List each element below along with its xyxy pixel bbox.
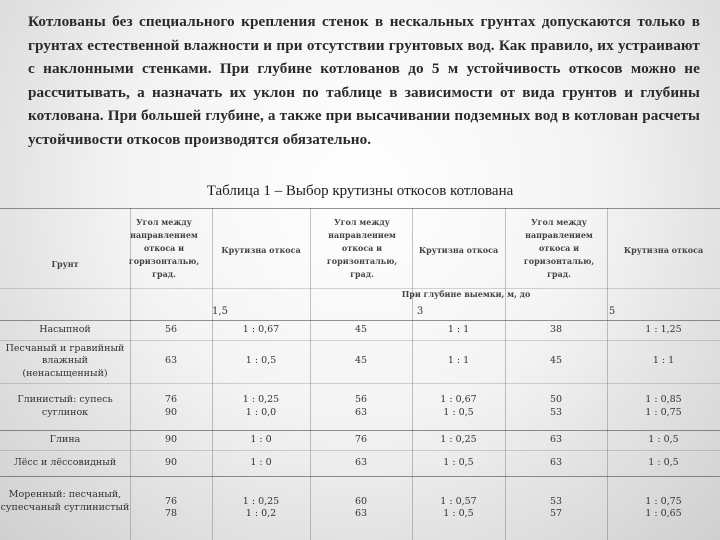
- header-slope-3: Крутизна откоса: [623, 245, 704, 255]
- table-cell: 1 : 0,85 1 : 0,75: [645, 394, 682, 418]
- table-cell: 76 78: [164, 495, 178, 519]
- row-soil-label: Глинистый: супесь суглинок: [17, 394, 113, 418]
- table-divider: [310, 208, 311, 540]
- header-angle-3: Угол между направлением откоса и горизонталью, град.: [523, 217, 595, 279]
- depth-value: 3: [416, 306, 424, 317]
- table-cell: 1 : 0: [250, 433, 272, 445]
- depth-value: 5: [608, 306, 616, 317]
- table-cell: 1 : 0,5: [245, 355, 277, 367]
- table-divider: [607, 208, 608, 540]
- table-rule: [0, 320, 720, 321]
- table-cell: 63: [164, 355, 178, 367]
- table-cell: 1 : 1: [447, 355, 470, 367]
- table-cell: 76: [354, 433, 368, 445]
- table-caption: Таблица 1 – Выбор крутизны откосов котлована: [206, 183, 514, 199]
- table-cell: 63: [354, 456, 368, 468]
- intro-paragraph: Котлованы без специального крепления стенок в нескальных грунтах допускаются только в грунтах естественной влажности и при отсутствии грунтовых вод. Как правило, их устраивают с наклонными стенками. При глубине котлованов до 5 м устойчивость откосов можно не рассчитывать, а назначать их уклон по таблице в зависимости от вида грунтов и глубины котлована. При большей глубине, а также при высачивании подземных вод в котлован расчеты устойчивости откосов производятся обязательно.: [28, 13, 700, 148]
- table-rule: [0, 476, 720, 477]
- table-rule: [0, 340, 720, 341]
- row-soil-label: Насыпной: [39, 323, 91, 335]
- table-cell: 1 : 0,25 1 : 0,2: [242, 495, 280, 519]
- row-soil-label: Песчаный и гравийный влажный (ненасыщенный): [5, 342, 125, 379]
- table-cell: 1 : 0,25 1 : 0,0: [242, 394, 280, 418]
- table-cell: 1 : 1,25: [645, 323, 682, 335]
- table-cell: 90: [164, 456, 178, 468]
- table-divider: [212, 208, 213, 540]
- table-rule: [0, 430, 720, 431]
- table-cell: 1 : 0,5: [648, 456, 679, 468]
- table-cell: 45: [549, 355, 563, 367]
- table-cell: 1 : 0,5: [648, 433, 679, 445]
- header-soil: Грунт: [51, 259, 79, 269]
- table-rule: [0, 450, 720, 451]
- header-angle-2: Угол между направлением откоса и горизонталью, град.: [326, 217, 398, 279]
- table-cell: 90: [164, 433, 178, 445]
- table-cell: 56 63: [354, 394, 368, 418]
- table-cell: 56: [164, 323, 178, 335]
- table-cell: 60 63: [354, 495, 368, 519]
- depth-header: При глубине выемки, м, до: [401, 289, 531, 299]
- table-divider: [505, 208, 506, 540]
- table-cell: 76 90: [164, 394, 178, 418]
- table-cell: 1 : 0,75 1 : 0,65: [645, 495, 682, 519]
- table-cell: 50 53: [549, 394, 563, 418]
- row-soil-label: Лёсс и лёссовидный: [13, 456, 117, 468]
- table-cell: 1 : 1: [652, 355, 675, 367]
- table-cell: 63: [549, 456, 563, 468]
- header-slope-1: Крутизна откоса: [221, 245, 301, 255]
- header-slope-2: Крутизна откоса: [418, 245, 499, 255]
- table-rule: [0, 383, 720, 384]
- table-cell: 1 : 0,67: [242, 323, 280, 335]
- table-cell: 38: [549, 323, 563, 335]
- table-cell: 1 : 0,25: [440, 433, 477, 445]
- depth-value: 1,5: [212, 306, 228, 317]
- table-cell: 45: [354, 355, 368, 367]
- table-cell: 53 57: [549, 495, 563, 519]
- table-cell: 1 : 1: [447, 323, 470, 335]
- table-cell: 1 : 0,67 1 : 0,5: [440, 394, 477, 418]
- table-cell: 1 : 0,5: [443, 456, 474, 468]
- row-soil-label: Глина: [49, 433, 81, 445]
- header-angle-1: Угол между направлением откоса и горизонталью, град.: [128, 217, 200, 279]
- table-rule: [0, 208, 720, 209]
- table-cell: 63: [549, 433, 563, 445]
- table-cell: 1 : 0,57 1 : 0,5: [440, 495, 477, 519]
- slope-table: [0, 208, 720, 540]
- table-cell: 45: [354, 323, 368, 335]
- table-cell: 1 : 0: [250, 456, 272, 468]
- row-soil-label: Моренный: песчаный, супесчаный суглинистый: [0, 489, 130, 513]
- table-divider: [412, 208, 413, 540]
